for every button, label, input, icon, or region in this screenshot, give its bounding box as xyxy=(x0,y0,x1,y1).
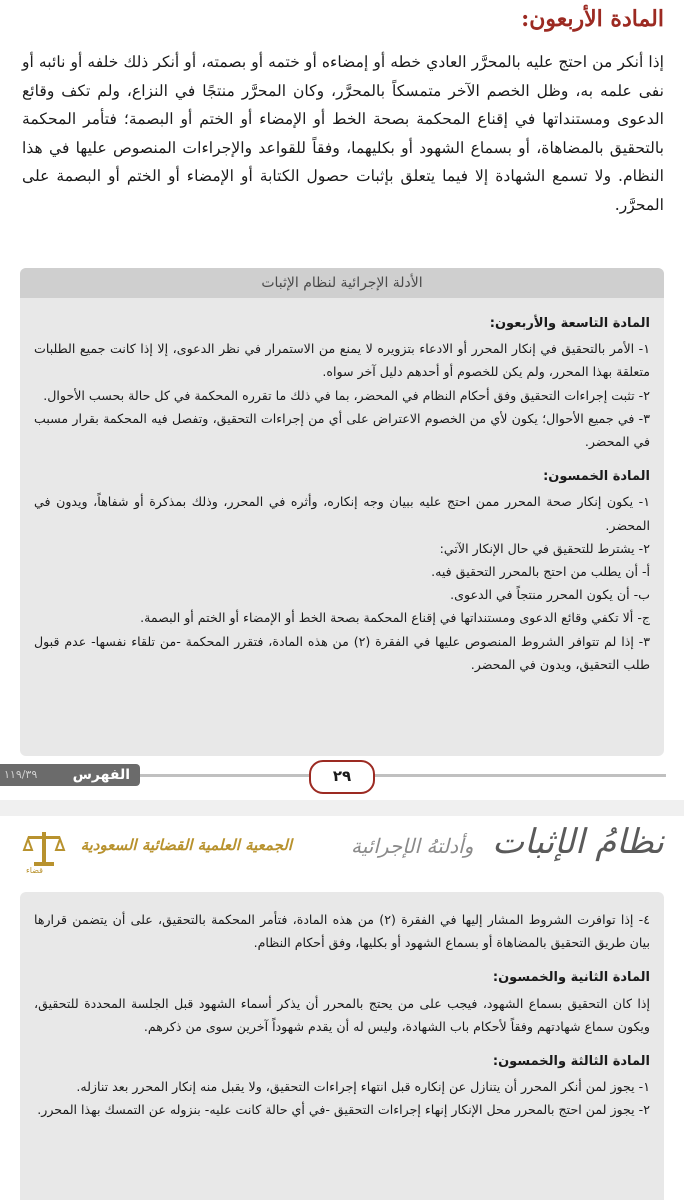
article-title: المادة الأربعون: xyxy=(521,6,664,32)
page-separator xyxy=(0,800,684,816)
article-body: إذا أنكر من احتج عليه بالمحرَّر العادي خطه أو إمضاءه أو ختمه أو بصمته، أو أنكر ذلك خلفه أو نائبه أو نفى علمه به، وظل الخصم الآخر متمسكاً بالمحرَّر، وكان المحرَّر منتجًا في النزاع، ولم تكف وقائع الدعوى ومستنداتها في إقناع المحكمة بصحة الخط أو الإمضاء أو الختم أو البصمة؛ فتأمر المحكمة بالتحقيق بالمضاهاة، أو بسماع الشهود أو بكليهما، وفقاً للقواعد والإجراءات المنصوص عليها في هذا النظام. ولا تسمع الشهادة إلا فيما يتعلق بإثبات حصول الكتابة أو الإمضاء أو الختم أو البصمة على المحرَّر. xyxy=(22,53,664,214)
organization-name: الجمعية العلمية القضائية السعودية xyxy=(80,836,292,854)
procedural-evidence-box xyxy=(20,268,664,756)
procedural-evidence-box-continued xyxy=(20,892,664,1200)
section-heading-52: المادة الثانية والخمسون: xyxy=(492,970,650,986)
book-title-main: نظامُ الإثبات xyxy=(492,822,664,862)
box-header: الأدلة الإجرائية لنظام الإثبات xyxy=(20,268,664,298)
paragraph: ب- أن يكون المحرر منتجاً في الدعوى. xyxy=(450,587,650,603)
page-number: ٢٩ xyxy=(309,760,375,794)
paragraph: ٤- إذا توافرت الشروط المشار إليها في الفقرة (٢) من هذه المادة، فتأمر المحكمة بالتحقيق، على أن يتضمن قرارها بيان طريق التحقيق بالمضاهاة أو بسماع الشهود أو بكليها، وفق أحكام النظام. xyxy=(34,912,650,951)
paragraph: أ- أن يطلب من احتج بالمحرر التحقيق فيه. xyxy=(431,564,650,580)
index-page-count: ١١٩/٣٩ xyxy=(4,768,38,781)
book-title-sub: وأدلتهُ الإجرائية xyxy=(351,834,474,858)
article-section xyxy=(0,0,684,262)
paragraph: ١- يكون إنكار صحة المحرر ممن احتج عليه ببيان وجه إنكاره، وأثره في المحرر، وذلك بمذكرة أو شفاهاً، ويدون في المحضر. xyxy=(34,494,650,533)
box-body xyxy=(34,312,650,676)
paragraph: ١- يجوز لمن أنكر المحرر أن يتنازل عن إنكاره قبل انتهاء إجراءات التحقيق، ولا يقبل منه إنكار المحرر بعد تنازله. xyxy=(76,1079,650,1095)
index-button[interactable] xyxy=(0,764,140,786)
page-footer xyxy=(0,760,684,790)
section-heading-53: المادة الثالثة والخمسون: xyxy=(492,1054,650,1070)
page2-header xyxy=(0,818,684,882)
paragraph: ٢- تثبت إجراءات التحقيق وفق أحكام النظام في المحضر، بما في ذلك ما تقرره المحكمة في كل حالة بحسب الأحوال. xyxy=(43,387,650,403)
organization-sub: قضاء xyxy=(26,866,43,875)
index-label: الفهرس xyxy=(72,767,130,783)
paragraph: ٣- إذا لم تتوافر الشروط المنصوص عليها في الفقرة (٢) من هذه المادة، فتقرر المحكمة -من تلقاء نفسها- عدم قبول طلب التحقيق، ويدون في المحضر. xyxy=(34,633,650,672)
section-heading-49: المادة التاسعة والأربعون: xyxy=(489,316,650,331)
section-heading-50: المادة الخمسون: xyxy=(543,469,650,485)
box-body xyxy=(34,908,650,1122)
paragraph: ٢- يشترط للتحقيق في حال الإنكار الآتي: xyxy=(439,540,650,556)
paragraph: ٢- يجوز لمن احتج بالمحرر محل الإنكار إنهاء إجراءات التحقيق -في أي حالة كانت عليه- بنزوله عن التمسك بهذا المحرر. xyxy=(37,1102,650,1118)
paragraph: ج- ألا تكفي وقائع الدعوى ومستنداتها في إقناع المحكمة بصحة الخط أو الإمضاء أو الختم أو البصمة. xyxy=(140,610,650,626)
paragraph: إذا كان التحقيق بسماع الشهود، فيجب على من يحتج بالمحرر أن يذكر أسماء الشهود قبل الجلسة المحددة للتحقيق، ويكون سماع شهادتهم وفقاً لأحكام باب الشهادة، وليس له أن يقدم شهوداً آخرين سوى من ذكرهم. xyxy=(34,995,650,1034)
organization-brand xyxy=(22,826,292,874)
book-title xyxy=(351,822,664,862)
paragraph: ٣- في جميع الأحوال؛ يكون لأي من الخصوم الاعتراض على أي من إجراءات التحقيق، وتفصل فيه المحكمة بقرار مسبب في المحضر. xyxy=(34,410,650,450)
paragraph: ١- الأمر بالتحقيق في إنكار المحرر أو الادعاء بتزويره لا يمنع من الاستمرار في نظر الدعوى، إلا إذا كانت جميع الطلبات متعلقة بهذا المحرر، ولم يكن للخصوم أو أحدهم دليل آخر سواه. xyxy=(34,341,650,380)
